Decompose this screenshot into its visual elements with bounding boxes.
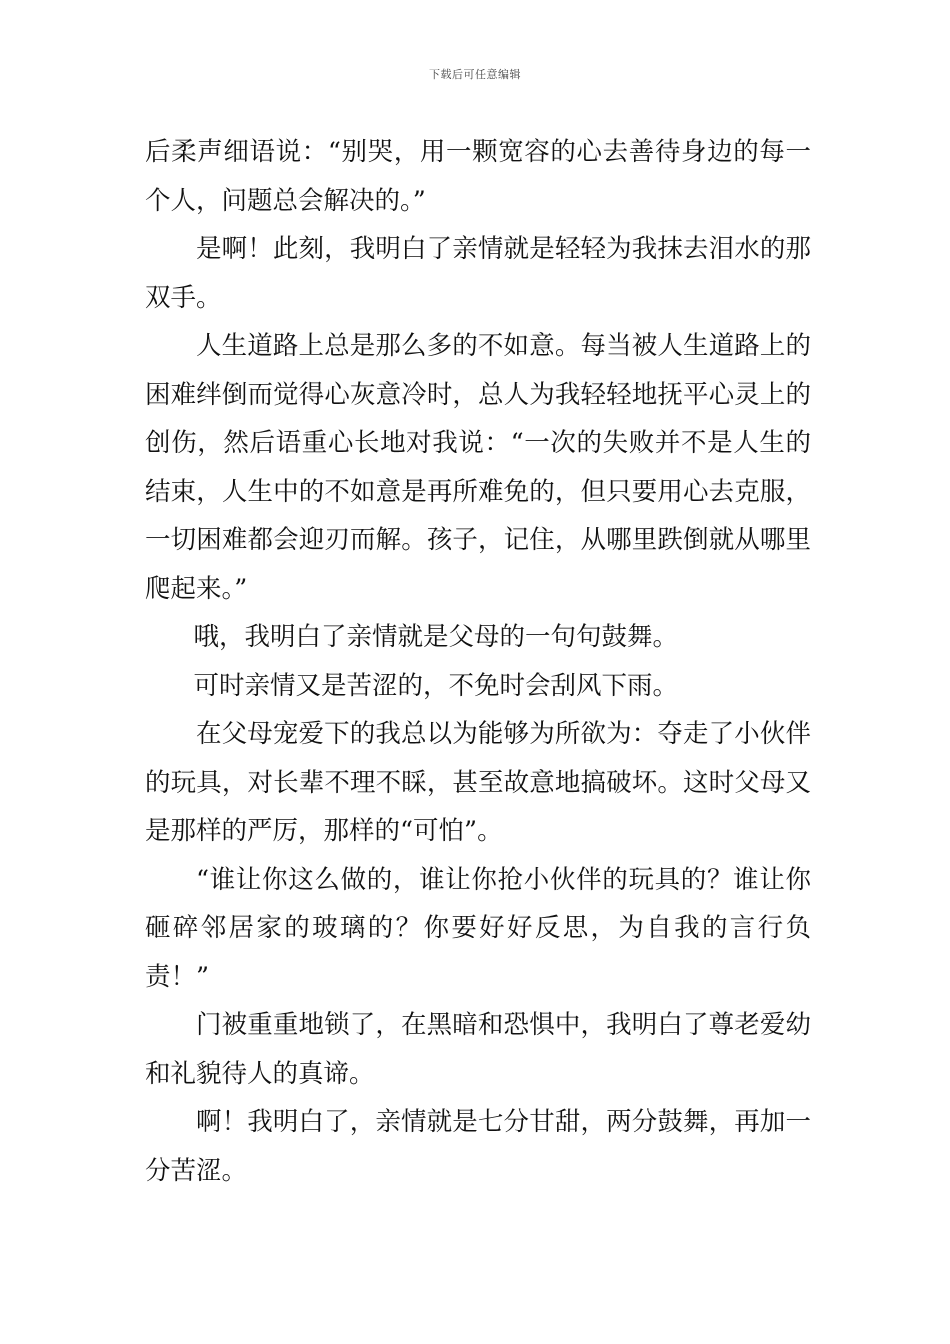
paragraph-1: 后柔声细语说：“别哭，用一颗宽容的心去善待身边的每一个人，问题总会解决的。” — [145, 137, 811, 216]
paragraph-5: 可时亲情又是苦涩的，不免时会刮风下雨。 — [193, 670, 678, 701]
page-header-note: 下载后可任意编辑 — [429, 68, 521, 81]
paragraph-9: 啊！我明白了，亲情就是七分甘甜，两分鼓舞，再加一分苦涩。 — [145, 1107, 811, 1186]
paragraph-8: 门被重重地锁了，在黑暗和恐惧中，我明白了尊老爱幼和礼貌待人的真谛。 — [145, 1010, 811, 1089]
paragraph-3: 人生道路上总是那么多的不如意。每当被人生道路上的困难绊倒而觉得心灰意冷时，总人为我轻轻地抚平心灵上的创伤，然后语重心长地对我说：“一次的失败并不是人生的结束，人生中的不如意是再所难免的，但只要用心去克服，一切困难都会迎刃而解。孩子，记住，从哪里跌倒就从哪里爬起来。” — [145, 331, 811, 604]
paragraph-7: “谁让你这么做的，谁让你抢小伙伴的玩具的？谁让你砸碎邻居家的玻璃的？你要好好反思，为自我的言行负责！” — [145, 864, 811, 992]
paragraph-6: 在父母宠爱下的我总以为能够为所欲为：夺走了小伙伴的玩具，对长辈不理不睬，甚至故意地搞破坏。这时父母又是那样的严厉，那样的“可怕”。 — [145, 719, 811, 846]
paragraph-4: 哦，我明白了亲情就是父母的一句句鼓舞。 — [193, 622, 678, 652]
paragraph-2: 是啊！此刻，我明白了亲情就是轻轻为我抹去泪水的那双手。 — [145, 234, 811, 313]
article-body — [145, 128, 811, 1195]
